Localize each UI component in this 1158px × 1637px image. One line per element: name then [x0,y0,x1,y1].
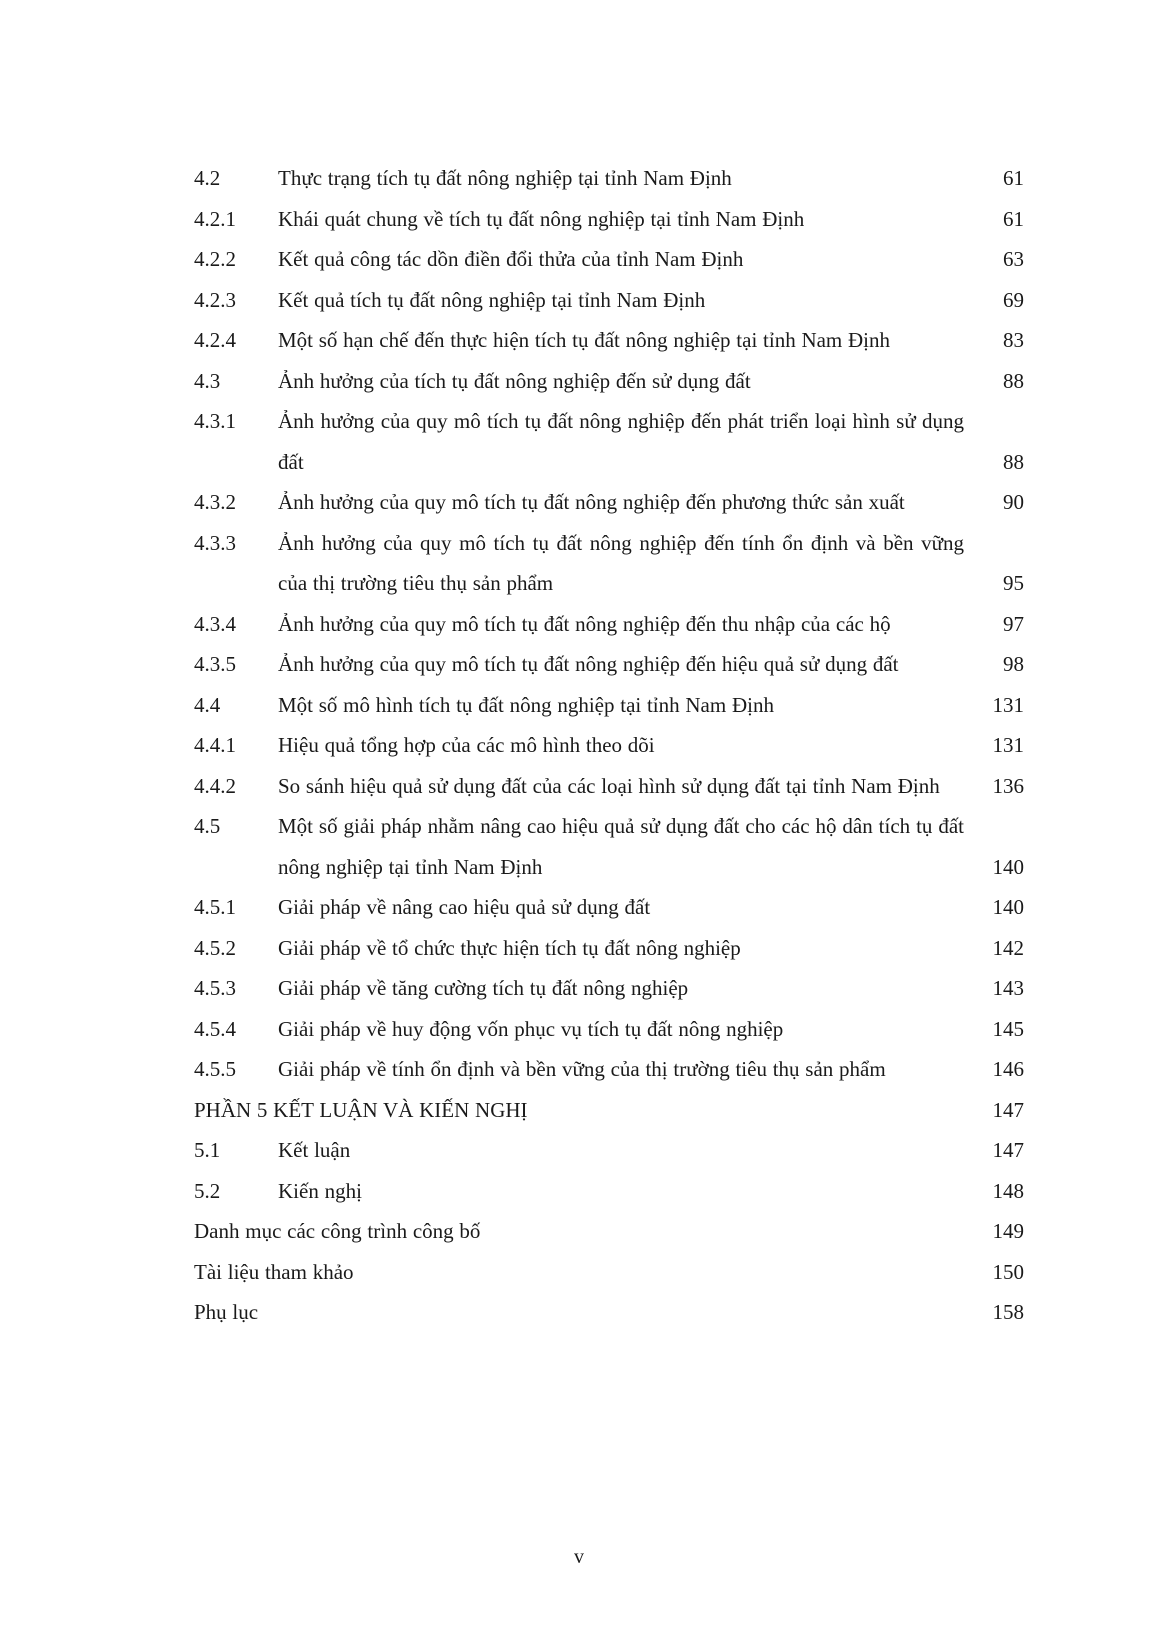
toc-entry-page: 147 [992,1097,1024,1122]
toc-entry-page: 97 [1003,611,1024,636]
toc-entry-number: 5.2 [194,1178,221,1203]
toc-entry [194,1130,1024,1171]
toc-entry-publications [194,1211,1024,1252]
toc-entry-title: Ảnh hưởng của quy mô tích tụ đất nông nghiệp đến phát triển loại hình sử dụng đất [278,409,964,474]
toc-entry-page: 98 [1003,652,1024,676]
toc-entry-page: 143 [992,976,1024,1000]
toc-entry-page: 83 [1003,328,1024,352]
toc-entry-title: Ảnh hưởng của tích tụ đất nông nghiệp đến sử dụng đất [278,368,751,393]
toc-entry-page: 131 [992,692,1024,717]
toc-entry-page: 61 [1003,206,1024,231]
toc-entry-title: PHẦN 5 KẾT LUẬN VÀ KIẾN NGHỊ [194,1097,528,1122]
toc-entry-title: Giải pháp về tổ chức thực hiện tích tụ đất nông nghiệp [278,935,741,960]
toc-entry-page: 146 [992,1057,1024,1081]
toc-entry-title: Khái quát chung về tích tụ đất nông nghiệp tại tỉnh Nam Định [278,206,805,231]
toc-entry-number: 4.5.5 [194,1057,236,1081]
toc-entry-number: 4.3.2 [194,490,236,514]
toc-entry [194,361,1024,402]
toc-entry-title: Hiệu quả tổng hợp của các mô hình theo dõi [278,733,655,757]
toc-entry-title: Thực trạng tích tụ đất nông nghiệp tại tỉnh Nam Định [278,166,732,190]
toc-entry [194,644,1024,685]
toc-entry-page: 136 [992,773,1024,798]
toc-entry-title: Một số giải pháp nhằm nâng cao hiệu quả sử dụng đất cho các hộ dân tích tụ đất nông nghiệp tại tỉnh Nam Định [278,814,964,879]
toc-entry [194,766,1024,807]
toc-entry-title: Ảnh hưởng của quy mô tích tụ đất nông nghiệp đến hiệu quả sử dụng đất [278,652,899,676]
toc-entry-title: Kiến nghị [278,1178,362,1203]
toc-entry [194,685,1024,726]
toc-entry-page: 140 [992,895,1024,919]
toc-entry [194,1049,1024,1090]
toc-entry-page: 95 [1003,571,1024,595]
toc-entry-number: 4.2.2 [194,247,236,271]
toc-entry-page: 63 [1003,247,1024,271]
toc-entry-title: Kết luận [278,1138,351,1162]
toc-entry-page: 145 [992,1016,1024,1041]
toc-entry-title: Danh mục các công trình công bố [194,1219,481,1243]
toc-entry-number: 4.5.1 [194,895,236,919]
toc-entry-title: Giải pháp về nâng cao hiệu quả sử dụng đất [278,895,651,919]
toc-entry-title: Phụ lục [194,1300,259,1324]
toc-entry-title: Giải pháp về huy động vốn phục vụ tích tụ đất nông nghiệp [278,1016,784,1041]
toc-entry-page: 88 [1003,449,1024,474]
toc-entry-page: 69 [1003,287,1024,312]
toc-entry-title: So sánh hiệu quả sử dụng đất của các loại hình sử dụng đất tại tỉnh Nam Định [278,773,940,798]
toc-entry-title: Giải pháp về tính ổn định và bền vững của thị trường tiêu thụ sản phẩm [278,1057,886,1081]
toc-entry-page: 88 [1003,368,1024,393]
toc-entry-number: 5.1 [194,1138,221,1162]
toc-entry [194,280,1024,321]
toc-entry-number: 4.2.1 [194,206,236,231]
toc-entry [194,604,1024,645]
toc-entry-number: 4.3.1 [194,409,236,433]
toc-entry-number: 4.2 [194,166,221,190]
toc-entry-title: Tài liệu tham khảo [194,1259,354,1284]
toc-entry-title: Một số mô hình tích tụ đất nông nghiệp tại tỉnh Nam Định [278,692,774,717]
toc-entry-title: Ảnh hưởng của quy mô tích tụ đất nông nghiệp đến thu nhập của các hộ [278,611,891,636]
toc-entry [194,928,1024,969]
toc-entry-number: 4.5.4 [194,1016,236,1041]
toc-entry-number: 4.3.5 [194,652,236,676]
toc-entry-number: 4.4 [194,692,221,717]
toc-entry-part [194,1090,1024,1131]
toc-entry-page: 150 [992,1259,1024,1284]
toc-entry [194,320,1024,361]
toc-entry-title: Kết quả tích tụ đất nông nghiệp tại tỉnh Nam Định [278,287,706,312]
toc-entry-number: 4.3.3 [194,530,236,555]
toc-entry-page: 90 [1003,490,1024,514]
toc-entry-number: 4.3.4 [194,611,236,636]
toc-entry-page: 148 [992,1178,1024,1203]
toc-entry [194,806,1024,887]
toc-entry [194,725,1024,766]
toc-entry-page: 149 [992,1219,1024,1243]
toc-entry-number: 4.3 [194,368,221,393]
page-number: v [574,1546,584,1568]
toc-entry [194,482,1024,523]
toc-entry-page: 147 [992,1138,1024,1162]
toc-entry-page: 158 [992,1300,1024,1324]
toc-entry-title: Ảnh hưởng của quy mô tích tụ đất nông nghiệp đến tính ổn định và bền vững của thị trường tiêu thụ sản phẩm [278,530,964,595]
toc-entry-title: Ảnh hưởng của quy mô tích tụ đất nông nghiệp đến phương thức sản xuất [278,490,905,514]
toc-entry-references [194,1252,1024,1293]
toc-entry-number: 4.2.3 [194,287,236,312]
table-of-contents [194,158,1024,1333]
toc-entry-page: 131 [992,733,1024,757]
toc-entry-title: Một số hạn chế đến thực hiện tích tụ đất nông nghiệp tại tỉnh Nam Định [278,328,891,352]
toc-entry-number: 4.5.3 [194,976,236,1000]
toc-entry-title: Giải pháp về tăng cường tích tụ đất nông nghiệp [278,976,689,1000]
toc-entry-number: 4.5.2 [194,935,236,960]
toc-entry-number: 4.2.4 [194,328,236,352]
toc-entry-title: Kết quả công tác dồn điền đổi thửa của tỉnh Nam Định [278,247,744,271]
toc-entry [194,158,1024,199]
toc-entry-appendix [194,1292,1024,1333]
toc-entry [194,523,1024,604]
toc-entry-number: 4.4.2 [194,773,236,798]
toc-entry-page: 142 [992,935,1024,960]
toc-entry [194,401,1024,482]
toc-entry [194,239,1024,280]
toc-entry [194,199,1024,240]
toc-entry [194,968,1024,1009]
toc-entry-page: 61 [1003,166,1024,190]
toc-entry [194,1009,1024,1050]
toc-entry-number: 4.5 [194,814,221,838]
toc-entry-number: 4.4.1 [194,733,236,757]
toc-entry [194,1171,1024,1212]
toc-entry [194,887,1024,928]
toc-entry-page: 140 [992,854,1024,879]
